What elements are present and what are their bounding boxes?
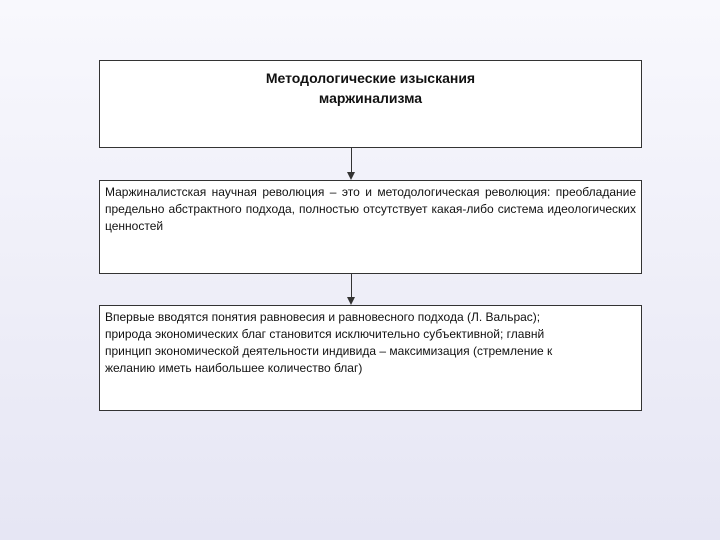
title-line-2: маржинализма	[318, 90, 423, 106]
title-box	[99, 60, 642, 148]
equilibrium-text-line: природа экономических благ становится исключительно субъективной; главнй	[105, 327, 545, 341]
marginalist-revolution-box	[99, 180, 642, 274]
marginalist-revolution-text: Маржиналистская научная революция – это и методологическая революция: преобладание предельно абстрактного подхода, полностью отсутствует какая-либо система идеологических ценностей	[105, 185, 636, 233]
equilibrium-text-line: желанию иметь наибольшее количество благ)	[105, 361, 363, 375]
equilibrium-text-line: принцип экономической деятельности индивида – максимизация (стремление к	[105, 344, 553, 358]
title-line-1: Методологические изыскания	[265, 70, 476, 86]
equilibrium-concepts-box	[99, 305, 642, 411]
connector-line-2	[351, 274, 352, 297]
arrow-down-icon	[347, 172, 355, 180]
arrow-down-icon	[347, 297, 355, 305]
equilibrium-text-line: Впервые вводятся понятия равновесия и равновесного подхода (Л. Вальрас);	[105, 310, 541, 324]
connector-line-1	[351, 148, 352, 172]
